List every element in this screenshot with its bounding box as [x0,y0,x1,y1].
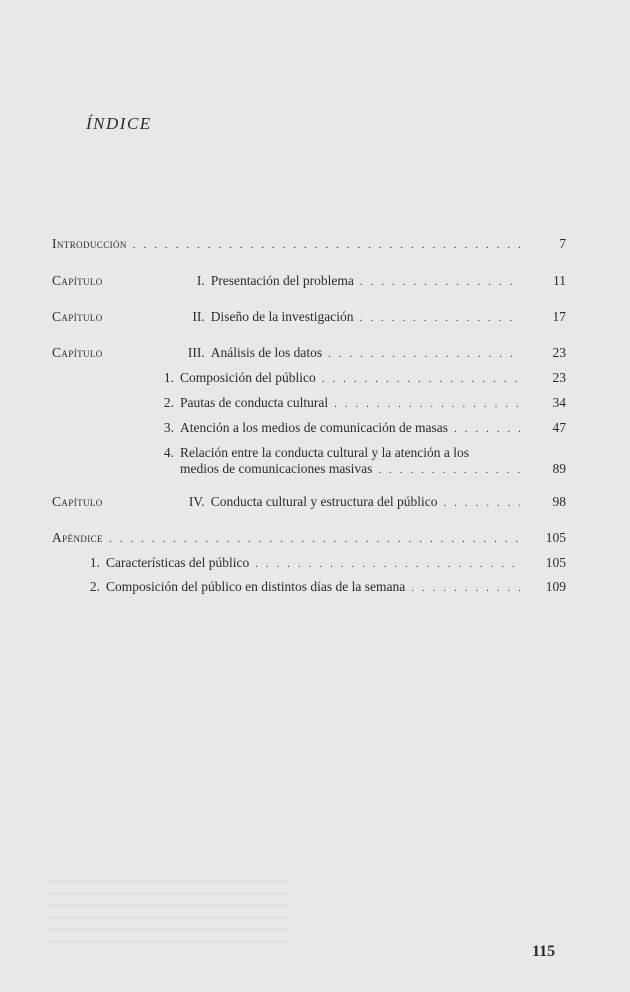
toc-subentry-apendice-2 [86,579,566,596]
toc-label: Capítulo [52,494,103,509]
toc-title: Composición del público [180,370,316,385]
toc-title: Características del público [106,555,250,570]
toc-page-number: 105 [545,555,566,570]
section-number: 2. [89,579,100,594]
toc-entry-capitulo-3 [52,345,566,362]
leader-dots [411,580,520,596]
leader-dots [255,556,520,572]
leader-dots [360,310,520,326]
toc-title: Diseño de la investigación [210,309,354,324]
toc-subentry-3-2 [156,395,566,412]
leader-dots [109,531,520,547]
leader-dots [133,237,520,253]
toc-page-number: 23 [552,370,566,385]
section-number: 1. [89,555,100,570]
toc-label: Capítulo [52,309,103,324]
toc-title-line-2: medios de comunicaciones masivas [180,461,373,476]
chapter-number: I. [196,273,205,288]
chapter-number: IV. [188,494,205,509]
leader-dots [360,274,520,290]
leader-dots [454,421,520,437]
toc-entry-capitulo-2 [52,309,566,326]
index-title: ÍNDICE [86,114,152,133]
toc-title: Presentación del problema [210,273,354,288]
page-number: 115 [532,943,556,960]
toc-page-number: 7 [559,236,566,251]
toc-entry-introduccion [52,236,566,253]
toc-page-number: 17 [552,309,566,324]
toc-subentry-apendice-1 [86,555,566,572]
toc-subentry-3-3 [156,420,566,437]
section-number: 2. [163,395,174,410]
toc-title: Composición del público en distintos días de la semana [106,579,406,594]
toc-title: Pautas de conducta cultural [180,395,329,410]
toc-title-line-1: Relación entre la conducta cultural y la atención a los [180,445,470,460]
section-number: 1. [163,370,174,385]
toc-page-number: 47 [552,420,566,435]
leader-dots [334,396,520,412]
toc-page-number: 98 [552,494,566,509]
toc-label: Apéndice [52,530,103,545]
leader-dots [378,462,520,478]
toc-title: Análisis de los datos [210,345,323,360]
toc-subentry-3-4 [156,445,566,478]
leader-dots [444,495,520,511]
toc-title: Conducta cultural y estructura del público [210,494,438,509]
section-number: 3. [163,420,174,435]
leader-dots [328,346,520,362]
toc-page-number: 23 [552,345,566,360]
toc-entry-apendice [52,530,566,547]
leader-dots [322,371,520,387]
bleed-through-shadow [48,880,288,950]
toc-page-number: 34 [552,395,566,410]
toc-entry-capitulo-1 [52,273,566,290]
toc-label: Capítulo [52,273,103,288]
toc-page-number: 89 [552,461,566,476]
section-number: 4. [163,445,174,460]
toc-label: Introducción [52,236,127,251]
toc-page-number: 109 [545,579,566,594]
chapter-number: II. [192,309,205,324]
toc-page-number: 105 [545,530,566,545]
toc-page-number: 11 [553,273,566,288]
toc-entry-capitulo-4 [52,494,566,511]
toc-label: Capítulo [52,345,103,360]
toc-title: Atención a los medios de comunicación de masas [180,420,449,435]
toc-subentry-3-1 [156,370,566,387]
chapter-number: III. [187,345,205,360]
